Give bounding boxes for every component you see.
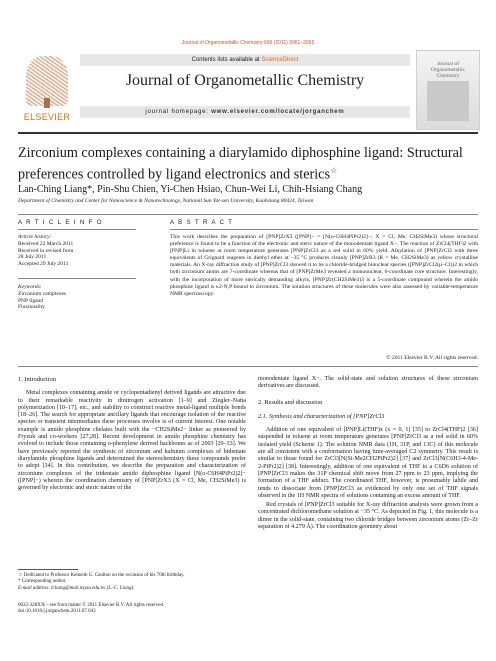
- footnotes: [18, 573, 246, 592]
- abstract-body: This work describes the preparation of [PNP]ZrX3 ([PNP]− = [N(o-C6H4PiPr2)2]−; X = Cl, Me, CH2SiMe3) whose structural preference is found to be a function of the electronic and steric nature of the monodentate ligand X−. The reaction of ZrCl4(THF)2 with [PNP]Li in toluene at room temperature generates [PNP]ZrCl3 as a red solid in 60% yield. Alkylation of [PNP]ZrCl3 with three equivalents of Grignard reagents in diethyl ether at −35 °C produces cleanly [PNP]ZrR3 (R = Me, CH2SiMe3) as yellow crystalline materials. An X-ray diffraction study of [PNP]ZrCl3 showed it to be a chloride-bridged binuclear species ([PNP]ZrCl2(μ−Cl))2 in which both zirconium atoms are 7-coordinate whereas that of [PNP]ZrMe3 revealed a mononuclear, 6-coordinate core structure. Interestingly, with the incorporation of more sterically demanding alkyls, [PNP]Zr(CH2SiMe3)3 is a 5-coordinate compound wherein the amido phosphine ligand is κ2-N,P bound to zirconium. The solution structures of these molecules were also assessed by variable-temperature NMR spectroscopy.: [170, 234, 478, 297]
- info-top-rule: [18, 214, 478, 215]
- intro-paragraph: Metal complexes containing amide or cyclopentadienyl derived ligands are attractive due to their remarkable reactivity in dinitrogen activation [1–9] and Ziegler–Natta polymerization [10–17], etc., and stability to construct reactive metal-ligand multiple bonds [18–26]. The search for appropriate ancillary ligands that encourage isolation of the reactive species or transient intermediates these processes involve is of current interest. One notable example is amido phosphine chelates built with the −CH2SiMe2− linker as pioneered by Fryzuk and co-workers [27,28]. Recent development in amido phosphine chemistry has evolved to include those containing o-phenylene derived backbones as of 2003 [29–33]. We have previously reported the synthesis of zirconium and hafnium complexes of bidentate diarylamido phosphine ligands and determined the stereochemistry these compounds prefer to adopt [34]. In this contribution, we describe the preparation and characterization of zirconium complexes of the tridentate amido diphosphine ligand [N(o-C6H4PiPr2)2]− ([PNP]−) wherein the coordination chemistry of [PNP]ZrX3 (X = Cl, Me, CH2SiMe3) is governed by electronic and steric nature of the: [18, 390, 246, 492]
- journal-cover-thumbnail: [416, 50, 480, 130]
- abstract-bottom-rule: [18, 366, 478, 367]
- info-sub-rule: [18, 229, 136, 230]
- doi-link[interactable]: doi:10.1016/j.jorganchem.2011.07.043: [18, 609, 96, 615]
- cover-title: Journal of Organometallic Chemistry: [430, 61, 466, 79]
- author-list: Lan-Ching Liang*, Pin-Shu Chien, Yi-Chen Hsiao, Chun-Wei Li, Chih-Hsiang Chang: [18, 184, 363, 195]
- results-paragraph-1: Addition of one equivalent of [PNP]Li(THF)x (x = 0, 1) [35] to ZrCl4(THF)2 [36] suspended in toluene at room temperature generates [PNP]ZrCl3 as a red solid in 60% isolated yield (Scheme 1). The solution NMR data (1H, 31P, and 13C) of this molecule are all consistent with a conformation having time-averaged C2 symmetry. This result is similar to those found for ZrCl3[N(Si-Me2CH2PiPr2)2] [37] and ZrCl3[N(C6H3-4-Me-2-PiPr2)2] [38]. Interestingly, addition of one equivalent of THF to a C6D6 solution of [PNP]ZrCl3 makes the 31P chemical shift move from 27 ppm to 23 ppm, implying the formation of a THF adduct. The coordinated THF, however, is presumably labile and tends to dissociate from [PNP]ZrCl3 as evidenced by only one set of THF signals observed in the 1H NMR spectra of solutions containing an excess amount of THF.: [258, 427, 478, 499]
- copyright-line: © 2011 Elsevier B.V. All rights reserved.: [386, 355, 478, 361]
- journal-masthead: [18, 50, 478, 128]
- publisher-name: ELSEVIER: [23, 112, 71, 122]
- journal-title: Journal of Organometallic Chemistry: [125, 72, 365, 89]
- affiliation: Department of Chemistry and Center for Nanoscience & Nanotechnology, National Sun Yat-sen University, Kaohsiung 80424, Taiwan: [18, 198, 314, 204]
- keywords-rule: [18, 278, 136, 279]
- subsection-heading: 2.1. Synthesis and characterization of [PNP]ZrCl3: [258, 412, 385, 420]
- footnote-rule: [18, 569, 78, 570]
- results-paragraph-2: Red crystals of [PNP]ZrCl3 suitable for X-ray diffraction analysis were grown from a concentrated dichloromethane solution at −35 °C. As depicted in Fig. 1, this molecule is a dimer in the solid-state, containing two chloride bridges between zirconium atoms (Zr–Zr separation of 4.279 Å). The coordination geometry about: [258, 502, 478, 531]
- issn-line: 0022-328X/$ – see front matter © 2011 Elsevier B.V. All rights reserved.: [18, 603, 165, 608]
- abstract-sub-rule: [170, 229, 478, 230]
- right-column: [258, 376, 478, 531]
- corresponding-author-note: * Corresponding author.: [18, 579, 67, 585]
- journal-citation-line[interactable]: Journal of Organometallic Chemistry 696 (2011) 3961–3965: [181, 40, 315, 46]
- journal-homepage-bar: journal homepage: www.elsevier.com/locate/jorganchem: [80, 106, 410, 118]
- abstract-heading: A B S T R A C T: [170, 220, 234, 226]
- dedication-footnote: ☆ Dedicated to Professor Kenneth G. Caulton on the occasion of his 70th birthday.: [18, 573, 185, 578]
- article-history: Article history: Received 22 March 2011 Received in revised form 28 July 2011 Accepted 29 July 2011: [18, 234, 74, 268]
- section-heading-introduction: 1. Introduction: [18, 376, 56, 383]
- header-divider: [18, 132, 478, 134]
- elsevier-logo: [18, 54, 76, 124]
- journal-homepage-link[interactable]: www.elsevier.com/locate/jorganchem: [211, 109, 345, 115]
- section-heading-results: 2. Results and discussion: [258, 398, 323, 406]
- sciencedirect-link[interactable]: ScienceDirect: [261, 57, 299, 63]
- contents-lists-bar: Contents lists available at ScienceDirect: [80, 54, 410, 66]
- left-column: [18, 376, 246, 492]
- intro-continuation: monodentate ligand X−. The solid-state and solution structures of these zirconium derivatives are discussed.: [258, 376, 478, 390]
- article-title: Zirconium complexes containing a diarylamido diphosphine ligand: Structural preferences controlled by ligand electronics and sterics☆: [18, 145, 463, 183]
- article-info-heading: A R T I C L E I N F O: [18, 220, 103, 226]
- title-footnote-mark[interactable]: ☆: [330, 166, 338, 175]
- email-address[interactable]: E-mail address: lcliang@mail.nsysu.edu.tw (L.-C. Liang).: [18, 585, 135, 591]
- issn-block: [18, 603, 246, 616]
- keywords: Keywords: Zirconium complexes PNP ligand Fluxionality: [18, 284, 67, 311]
